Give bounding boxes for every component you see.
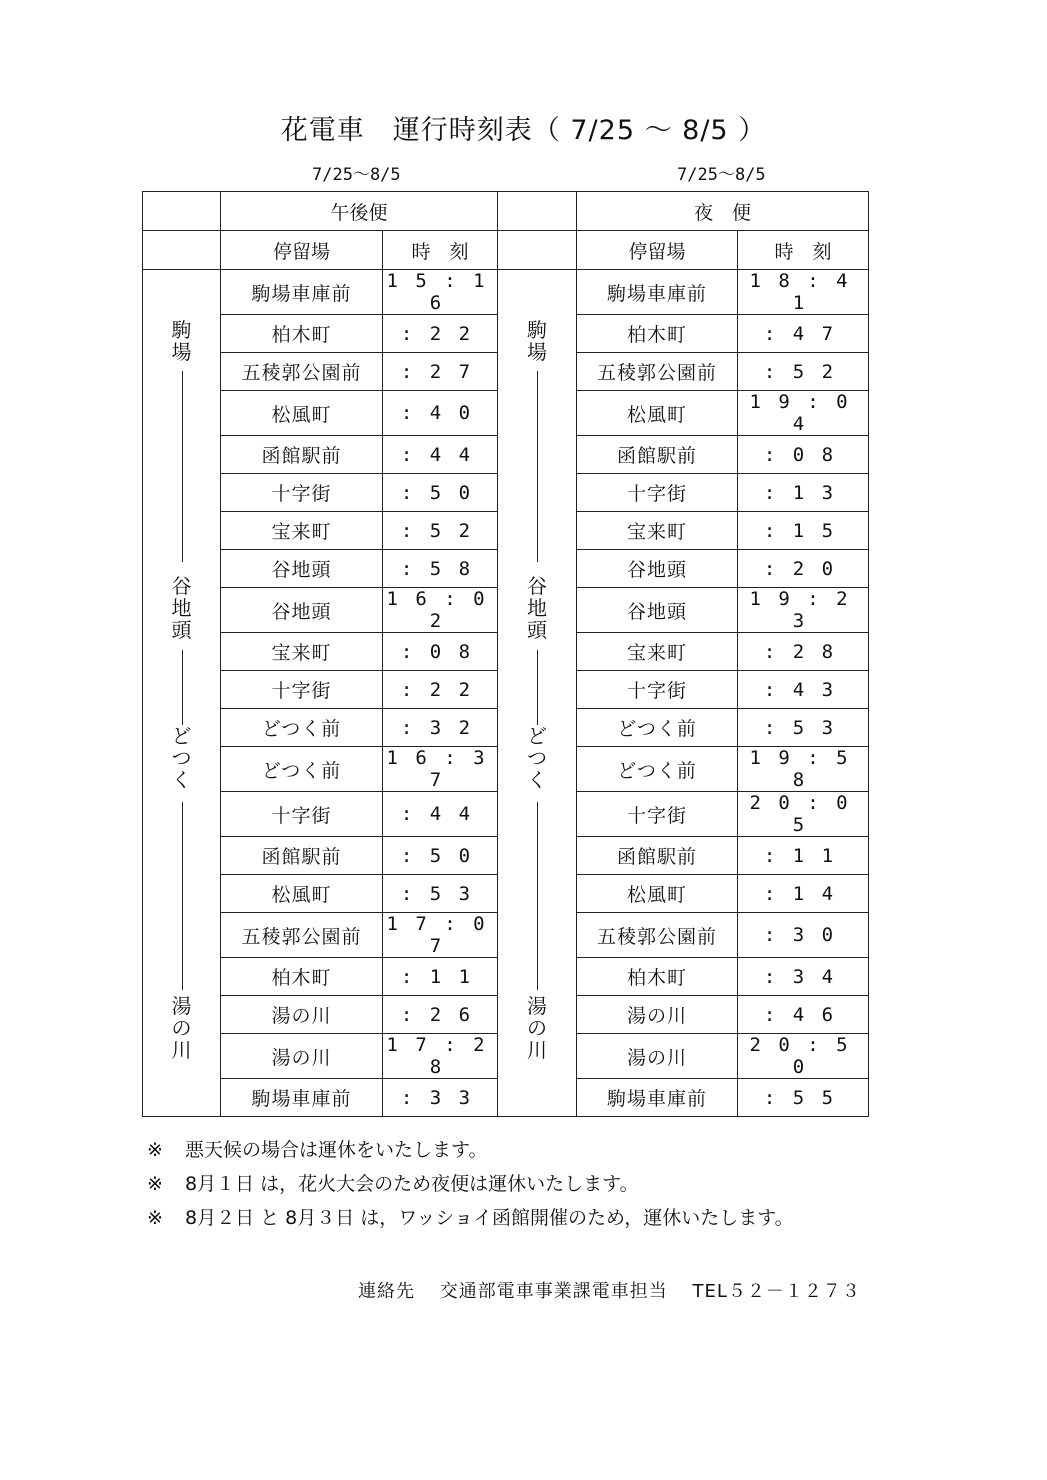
night-time: : 4 3: [738, 671, 869, 709]
night-time: 2 0 : 0 5: [738, 792, 869, 837]
night-stop: 宝来町: [577, 512, 738, 550]
afternoon-time: : 3 3: [383, 1079, 498, 1117]
afternoon-time: : 5 2: [383, 512, 498, 550]
header-blank-left-2: [143, 231, 221, 270]
afternoon-stop: 五稜郭公園前: [221, 913, 383, 958]
notes: [147, 1133, 794, 1235]
afternoon-stop: 駒場車庫前: [221, 270, 383, 315]
afternoon-stop: 宝来町: [221, 512, 383, 550]
night-time: 2 0 : 5 0: [738, 1034, 869, 1079]
afternoon-col-stop: 停留場: [221, 231, 383, 270]
night-stop: 湯の川: [577, 1034, 738, 1079]
afternoon-time: : 2 2: [383, 315, 498, 353]
afternoon-stop: 五稜郭公園前: [221, 353, 383, 391]
contact-dept: 交通部電車事業課電車担当: [439, 1281, 668, 1302]
night-time: : 1 3: [738, 474, 869, 512]
night-stop: どつく前: [577, 747, 738, 792]
afternoon-time: : 5 0: [383, 837, 498, 875]
afternoon-time: : 2 7: [383, 353, 498, 391]
night-stop: 五稜郭公園前: [577, 913, 738, 958]
header-blank-left: [143, 192, 221, 231]
afternoon-col-time: 時 刻: [383, 231, 498, 270]
contact-tel: TEL５２－１２７３: [692, 1281, 861, 1302]
afternoon-time: : 2 2: [383, 671, 498, 709]
note-row: [147, 1167, 794, 1201]
route-column-left: [143, 270, 221, 1117]
night-time: 1 9 : 2 3: [738, 588, 869, 633]
night-time: 1 8 : 4 1: [738, 270, 869, 315]
afternoon-label: 午後便: [221, 192, 498, 231]
route-label: 谷 地 頭: [171, 573, 192, 642]
night-time: : 2 0: [738, 550, 869, 588]
afternoon-stop: 十字街: [221, 671, 383, 709]
afternoon-stop: 松風町: [221, 391, 383, 436]
night-time: : 5 3: [738, 709, 869, 747]
period-right: 7/25～8/5: [677, 165, 766, 185]
night-time: : 2 8: [738, 633, 869, 671]
note-text: 8月２日 と 8月３日 は，ワッショイ函館開催のため，運休いたします。: [185, 1207, 794, 1229]
afternoon-time: : 1 1: [383, 958, 498, 996]
night-time: : 4 7: [738, 315, 869, 353]
afternoon-time: : 4 4: [383, 436, 498, 474]
night-stop: 駒場車庫前: [577, 270, 738, 315]
afternoon-time: 1 6 : 3 7: [383, 747, 498, 792]
afternoon-time: : 5 8: [383, 550, 498, 588]
night-time: : 1 1: [738, 837, 869, 875]
afternoon-time: : 0 8: [383, 633, 498, 671]
night-col-time: 時 刻: [738, 231, 869, 270]
night-stop: 谷地頭: [577, 588, 738, 633]
night-time: : 3 4: [738, 958, 869, 996]
night-stop: 十字街: [577, 671, 738, 709]
night-stop: 谷地頭: [577, 550, 738, 588]
note-mark: ※: [147, 1173, 163, 1195]
night-stop: 湯の川: [577, 996, 738, 1034]
night-label: 夜 便: [577, 192, 869, 231]
header-blank-right: [498, 192, 577, 231]
night-stop: 函館駅前: [577, 436, 738, 474]
route-connector-line: [537, 802, 538, 990]
route-label: 駒 場: [527, 317, 548, 364]
route-column-right: [498, 270, 577, 1117]
night-stop: 十字街: [577, 792, 738, 837]
afternoon-stop: 十字街: [221, 792, 383, 837]
route-label: 湯 の 川: [527, 993, 548, 1062]
note-mark: ※: [147, 1139, 163, 1161]
night-col-stop: 停留場: [577, 231, 738, 270]
night-stop: 松風町: [577, 875, 738, 913]
route-label: ど つ く: [171, 723, 192, 792]
afternoon-stop: 湯の川: [221, 1034, 383, 1079]
route-connector-line: [182, 371, 183, 562]
page-title: 花電車 運行時刻表（ 7/25 ～ 8/5 ）: [280, 115, 767, 146]
night-time: : 5 5: [738, 1079, 869, 1117]
period-left: 7/25～8/5: [312, 165, 401, 185]
night-time: : 1 4: [738, 875, 869, 913]
route-connector-line: [182, 650, 183, 725]
night-stop: 柏木町: [577, 958, 738, 996]
night-stop: 松風町: [577, 391, 738, 436]
table-row: [143, 270, 869, 315]
note-row: [147, 1133, 794, 1167]
afternoon-stop: 駒場車庫前: [221, 1079, 383, 1117]
afternoon-stop: 谷地頭: [221, 588, 383, 633]
afternoon-stop: 柏木町: [221, 958, 383, 996]
afternoon-time: : 5 0: [383, 474, 498, 512]
afternoon-time: 1 5 : 1 6: [383, 270, 498, 315]
route-connector-line: [537, 650, 538, 725]
afternoon-time: : 2 6: [383, 996, 498, 1034]
afternoon-stop: 十字街: [221, 474, 383, 512]
night-time: : 3 0: [738, 913, 869, 958]
night-time: : 5 2: [738, 353, 869, 391]
route-connector-line: [537, 371, 538, 562]
night-stop: 駒場車庫前: [577, 1079, 738, 1117]
night-stop: 函館駅前: [577, 837, 738, 875]
afternoon-time: : 5 3: [383, 875, 498, 913]
afternoon-stop: どつく前: [221, 747, 383, 792]
night-time: : 4 6: [738, 996, 869, 1034]
afternoon-stop: 函館駅前: [221, 837, 383, 875]
night-stop: 十字街: [577, 474, 738, 512]
afternoon-time: : 4 0: [383, 391, 498, 436]
afternoon-stop: 宝来町: [221, 633, 383, 671]
header-blank-right-2: [498, 231, 577, 270]
night-time: 1 9 : 0 4: [738, 391, 869, 436]
route-label: ど つ く: [527, 723, 548, 792]
night-stop: 五稜郭公園前: [577, 353, 738, 391]
route-label: 湯 の 川: [171, 993, 192, 1062]
note-row: [147, 1201, 794, 1235]
night-time: : 0 8: [738, 436, 869, 474]
afternoon-stop: 松風町: [221, 875, 383, 913]
contact-label: 連絡先: [358, 1281, 415, 1302]
route-label: 駒 場: [171, 317, 192, 364]
afternoon-stop: 谷地頭: [221, 550, 383, 588]
night-time: 1 9 : 5 8: [738, 747, 869, 792]
timetable: [142, 191, 869, 1117]
route-connector-line: [182, 802, 183, 990]
night-time: : 1 5: [738, 512, 869, 550]
afternoon-stop: 湯の川: [221, 996, 383, 1034]
afternoon-time: 1 6 : 0 2: [383, 588, 498, 633]
afternoon-time: 1 7 : 2 8: [383, 1034, 498, 1079]
afternoon-time: : 4 4: [383, 792, 498, 837]
contact-line: [358, 1277, 879, 1303]
note-text: 悪天候の場合は運休をいたします。: [185, 1139, 488, 1161]
afternoon-stop: 函館駅前: [221, 436, 383, 474]
night-stop: 柏木町: [577, 315, 738, 353]
route-label: 谷 地 頭: [527, 573, 548, 642]
night-stop: どつく前: [577, 709, 738, 747]
afternoon-time: : 3 2: [383, 709, 498, 747]
note-text: 8月１日 は，花火大会のため夜便は運休いたします。: [185, 1173, 639, 1195]
note-mark: ※: [147, 1207, 163, 1229]
afternoon-stop: 柏木町: [221, 315, 383, 353]
night-stop: 宝来町: [577, 633, 738, 671]
afternoon-stop: どつく前: [221, 709, 383, 747]
afternoon-time: 1 7 : 0 7: [383, 913, 498, 958]
